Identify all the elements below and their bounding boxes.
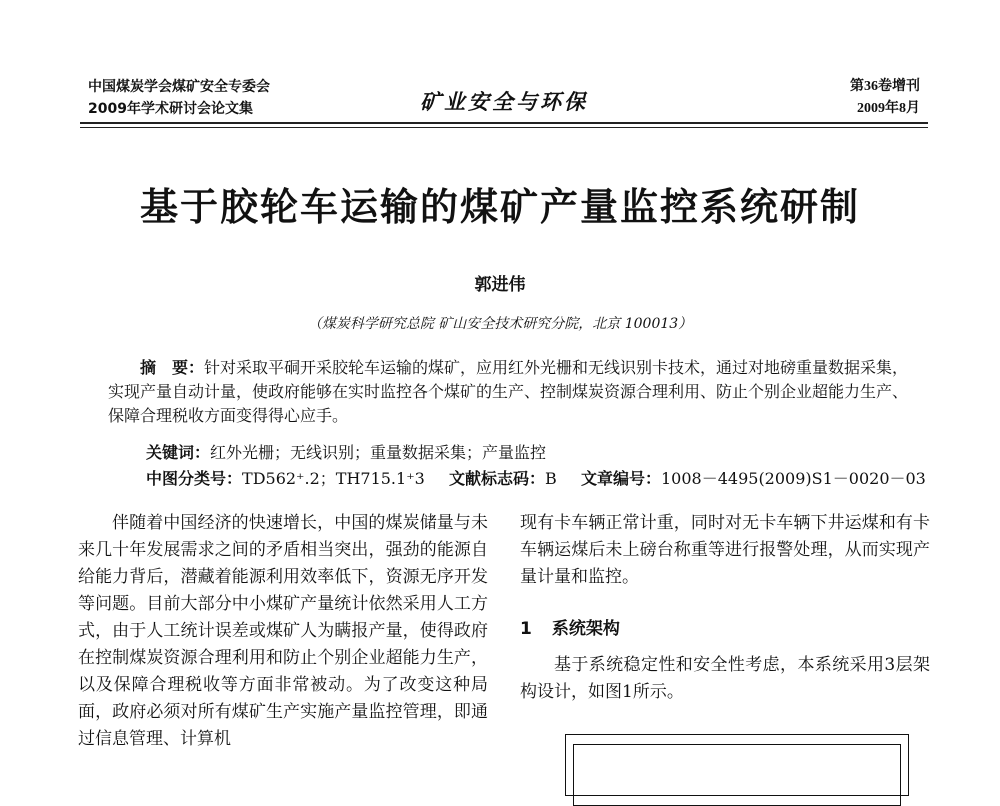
article-id-label: 文章编号： [580,469,661,488]
section-title: 系统架构 [551,619,620,639]
classification-line [146,466,926,489]
right-column-top [520,510,930,591]
clc-value: TD562⁺.2；TH715.1⁺3 [242,469,425,488]
intro-paragraph: 伴随着中国经济的快速增长，中国的煤炭储量与未来几十年发展需求之间的矛盾相当突出，强劲的能源自给能力背后，潜藏着能源利用效率低下，资源无序开发等问题。目前大部分中小煤矿产量统计依然采用人工方式，由于人工统计误差或煤矿人为瞒报产量，使得政府在控制煤炭资源合理利用和防止个别企业超能力生产，以及保障合理税收等方面非常被动。为了改变这种局面，政府必须对所有煤矿生产实施产量监控管理，即通过信息管理、计算机 [78,513,488,749]
clc-label: 中图分类号： [146,469,243,488]
paper-title: 基于胶轮车运输的煤矿产量监控系统研制 [139,185,860,229]
doc-code-label: 文献标志码： [449,469,546,488]
journal-title: 矿业安全与环保 [420,89,588,114]
paper-author: 郭进伟 [474,275,526,295]
abstract-text: 针对采取平硐开采胶轮车运输的煤矿，应用红外光栅和无线识别卡技术，通过对地磅重量数据采集，实现产量自动计量，使政府能够在实时监控各个煤矿的生产、控制煤炭资源合理利用、防止个别企业超能力生产、保障合理税收方面变得得心应手。 [108,358,909,425]
issue-date: 2009年8月 [857,101,920,116]
header-left [88,76,270,120]
keywords-text: 红外光栅；无线识别；重量数据采集；产量监控 [210,443,547,462]
right-column-bottom [520,652,930,706]
right-paragraph-2: 基于系统稳定性和安全性考虑，本系统采用3层架构设计，如图1所示。 [520,655,930,702]
right-paragraph-1: 现有卡车辆正常计重，同时对无卡车辆下井运煤和有卡车辆运煤后未上磅台称重等进行报警处理，从而实现产量计量和监控。 [520,513,930,587]
header-rule-thin [80,127,928,128]
doc-code-value: B [545,469,557,488]
keywords [146,440,546,463]
section-number: 1 [520,619,532,639]
left-column [78,510,488,753]
header-right [850,76,920,120]
author-affiliation: （煤炭科学研究总院 矿山安全技术研究分院，北京 100013） [307,316,693,332]
header-rule-thick [80,122,928,124]
header-society: 中国煤炭学会煤矿安全专委会 [88,79,270,95]
section-heading [520,614,640,639]
volume-info: 第36卷增刊 [850,79,920,94]
abstract [108,356,918,428]
header-proceedings: 2009年学术研讨会论文集 [88,101,253,117]
abstract-label: 摘 要： [140,358,205,377]
article-id-value: 1008－4495(2009)S1－0020－03 [661,469,926,488]
figure-1-inner-frame [573,744,901,806]
keywords-label: 关键词： [146,443,211,462]
